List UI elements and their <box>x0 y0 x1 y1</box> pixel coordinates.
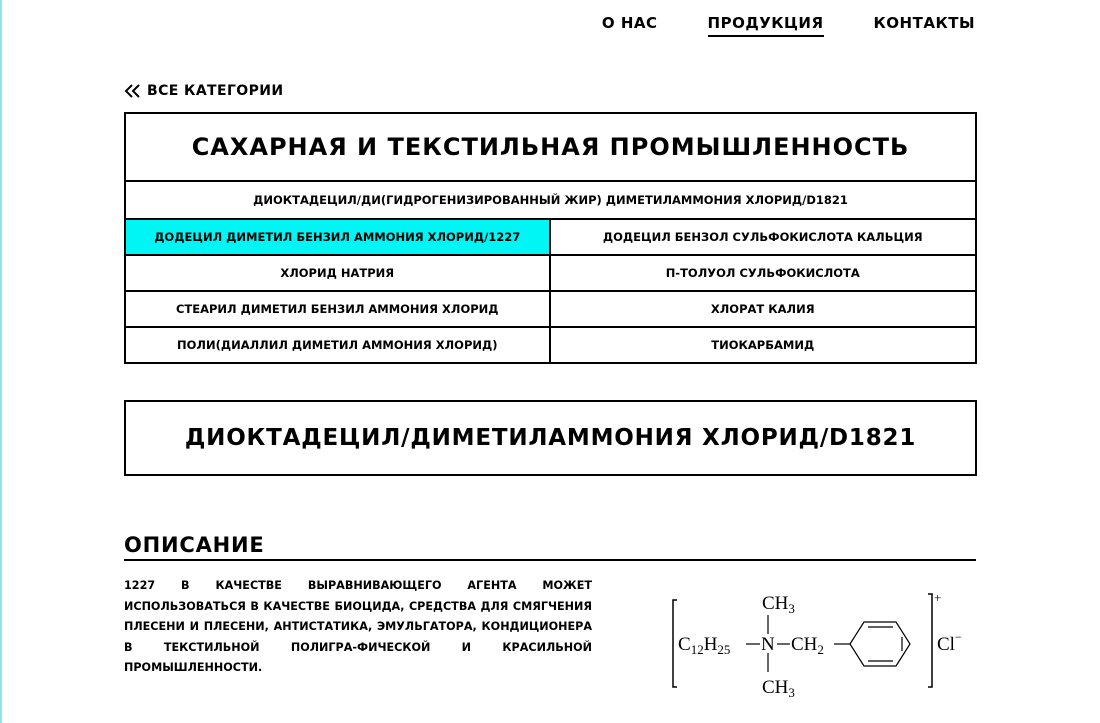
left-edge-line <box>0 0 2 723</box>
category-title: САХАРНАЯ И ТЕКСТИЛЬНАЯ ПРОМЫШЛЕННОСТЬ <box>126 114 975 182</box>
double-chevron-left-icon <box>124 84 141 98</box>
back-label: ВСЕ КАТЕГОРИИ <box>147 83 284 99</box>
back-to-categories-link[interactable] <box>124 83 284 99</box>
product-link-ptsa[interactable]: П-ТОЛУОЛ СУЛЬФОКИСЛОТА <box>665 266 860 280</box>
table-row <box>126 328 975 362</box>
product-title: ДИОКТАДЕЦИЛ/ДИМЕТИЛАММОНИЯ ХЛОРИД/D1821 <box>124 400 977 476</box>
nav-contacts[interactable]: КОНТАКТЫ <box>873 14 975 32</box>
product-link-potassium-chlorate[interactable]: ХЛОРАТ КАЛИЯ <box>710 302 815 316</box>
product-link-d1821[interactable]: ДИОКТАДЕЦИЛ/ДИ(ГИДРОГЕНИЗИРОВАННЫЙ ЖИР) ДИМЕТИЛАММОНИЯ ХЛОРИД/D1821 <box>126 182 975 220</box>
svg-text:Cl−: Cl− <box>937 630 962 655</box>
nav-about[interactable]: О НАС <box>601 14 658 32</box>
nav-products[interactable]: ПРОДУКЦИЯ <box>708 14 824 37</box>
svg-text:CH2: $CH_2$ <box>791 634 824 657</box>
table-row <box>126 292 975 328</box>
category-table <box>124 112 977 364</box>
table-row <box>126 220 975 256</box>
product-link-1227[interactable]: ДОДЕЦИЛ ДИМЕТИЛ БЕНЗИЛ АММОНИЯ ХЛОРИД/1227 <box>126 220 551 254</box>
top-nav <box>602 14 975 37</box>
description-text: 1227 В КАЧЕСТВЕ ВЫРАВНИВАЮЩЕГО АГЕНТА МОЖЕТ ИСПОЛЬЗОВАТЬСЯ В КАЧЕСТВЕ БИОЦИДА, СРЕДСТВА ДЛЯ СМЯГЧЕНИЯ ПЛЕСЕНИ И ПЛЕСЕНИ, АНТИСТАТИКА, ЭМУЛЬГАТОРА, КОНДИЦИОНЕРА В ТЕКСТИЛЬНОЙ ПОЛИГРА-ФИЧЕСКОЙ И КРАСИЛЬНОЙ ПРОМЫШЛЕННОСТИ. <box>124 579 592 674</box>
svg-text:C12H25: $C_{12}H_{25}$ <box>678 634 731 657</box>
description-heading: ОПИСАНИЕ <box>124 533 976 561</box>
product-link-thiourea[interactable]: ТИОКАРБАМИД <box>711 338 815 352</box>
svg-text:CH3: $CH_3$ <box>762 593 795 616</box>
svg-text:CH3: $CH_3$ <box>762 677 795 700</box>
chemical-structure-image <box>668 586 968 706</box>
table-row <box>126 256 975 292</box>
product-link-calcium-dbsa[interactable]: ДОДЕЦИЛ БЕНЗОЛ СУЛЬФОКИСЛОТА КАЛЬЦИЯ <box>602 230 923 244</box>
svg-text:+: + <box>934 590 942 605</box>
svg-text:N: N <box>761 634 775 655</box>
product-link-polydadmac[interactable]: ПОЛИ(ДИАЛЛИЛ ДИМЕТИЛ АММОНИЯ ХЛОРИД) <box>126 328 551 362</box>
product-link-sodium-chloride[interactable]: ХЛОРИД НАТРИЯ <box>126 256 551 290</box>
product-link-stearyl-dmbac[interactable]: СТЕАРИЛ ДИМЕТИЛ БЕНЗИЛ АММОНИЯ ХЛОРИД <box>126 292 551 326</box>
